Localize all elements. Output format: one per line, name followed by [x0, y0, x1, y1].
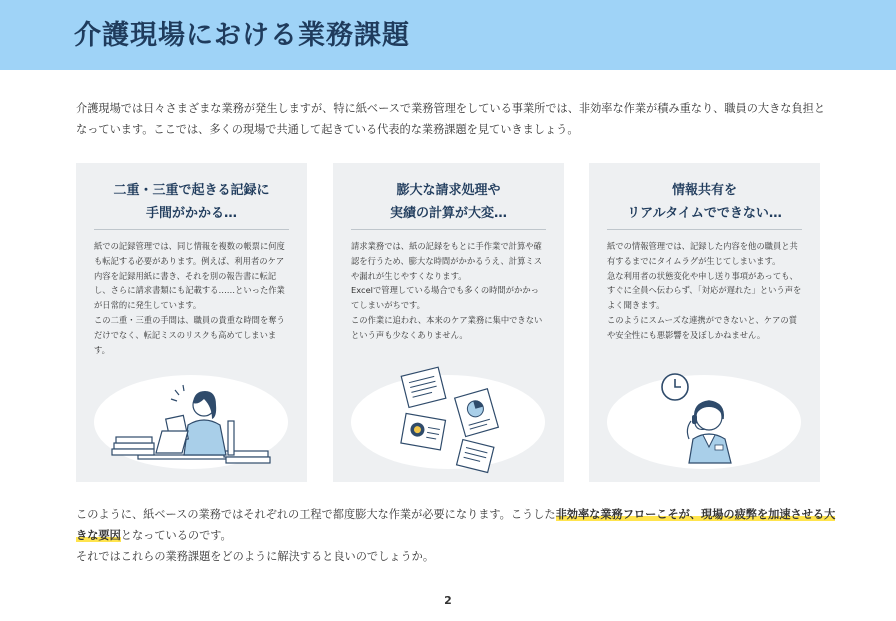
page-number: 2: [444, 594, 452, 607]
issue-card-sharing: [589, 163, 820, 482]
card-title: 二重・三重で起きる記録に 手間がかかる…: [113, 183, 270, 221]
card-title: 情報共有を リアルタイムでできない…: [627, 183, 782, 221]
issue-card-billing: [333, 163, 564, 482]
card-title: 膨大な請求処理や 実績の計算が大変…: [389, 183, 507, 221]
intro-paragraph: 介護現場では日々さまざまな業務が発生しますが、特に紙ベースで業務管理をしている事業所では、非効率な作業が積み重なり、職員の大きな負担となっています。ここでは、多くの現場で共通して起きている代表的な業務課題を見ていきましょう。: [76, 102, 826, 136]
worker-at-desk-illustration: [76, 359, 307, 482]
page-header: [0, 0, 896, 70]
summary-paragraph: このように、紙ベースの業務ではそれぞれの工程で都度膨大な作業が必要になります。こうした非効率な業務フローこそが、現場の疲弊を加速させる大きな要因となっているのです。 それではこれらの業務課題をどのように解決すると良いのでしょうか。: [76, 508, 836, 563]
highlighted-phrase: 非効率な業務フローこそが、現場の疲弊を加速させる大きな要因: [76, 508, 836, 542]
card-divider: [94, 229, 289, 230]
clock-icon: [662, 374, 688, 400]
issue-card-records: [76, 163, 307, 482]
card-divider: [351, 229, 546, 230]
operator-with-clock-illustration: [589, 359, 820, 482]
card-body: 請求業務では、紙の記録をもとに手作業で計算や確認を行うため、膨大な時間がかかるうえ、計算ミスや漏れが生じやすくなります。 Excelで管理している場合でも多くの時間がかかってしまいがちです。 この作業に追われ、本来のケア業務に集中できないという声も少なくありません。: [351, 241, 543, 340]
scattered-documents-illustration: [333, 359, 564, 482]
card-body: 紙での情報管理では、記録した内容を他の職員と共有するまでにタイムラグが生じてしまいます。 急な利用者の状態変化や申し送り事項があっても、すぐに全員へ伝わらず、「対応が遅れた」という声をよく聞きます。 このようにスムーズな連携ができないと、ケアの質や安全性にも悪影響を及ぼしかねません。: [607, 241, 802, 340]
page-title: 介護現場における業務課題: [74, 20, 410, 51]
card-divider: [607, 229, 802, 230]
card-body: 紙での記録管理では、同じ情報を複数の帳票に何度も転記する必要があります。例えば、利用者のケア内容を記録用紙に書き、それを別の報告書に転記し、さらに請求書類にも記載する……といった作業が日常的に発生しています。 この二重・三重の手間は、職員の貴重な時間を奪うだけでなく、転記ミスのリスクも高めてしまいます。: [94, 241, 285, 355]
